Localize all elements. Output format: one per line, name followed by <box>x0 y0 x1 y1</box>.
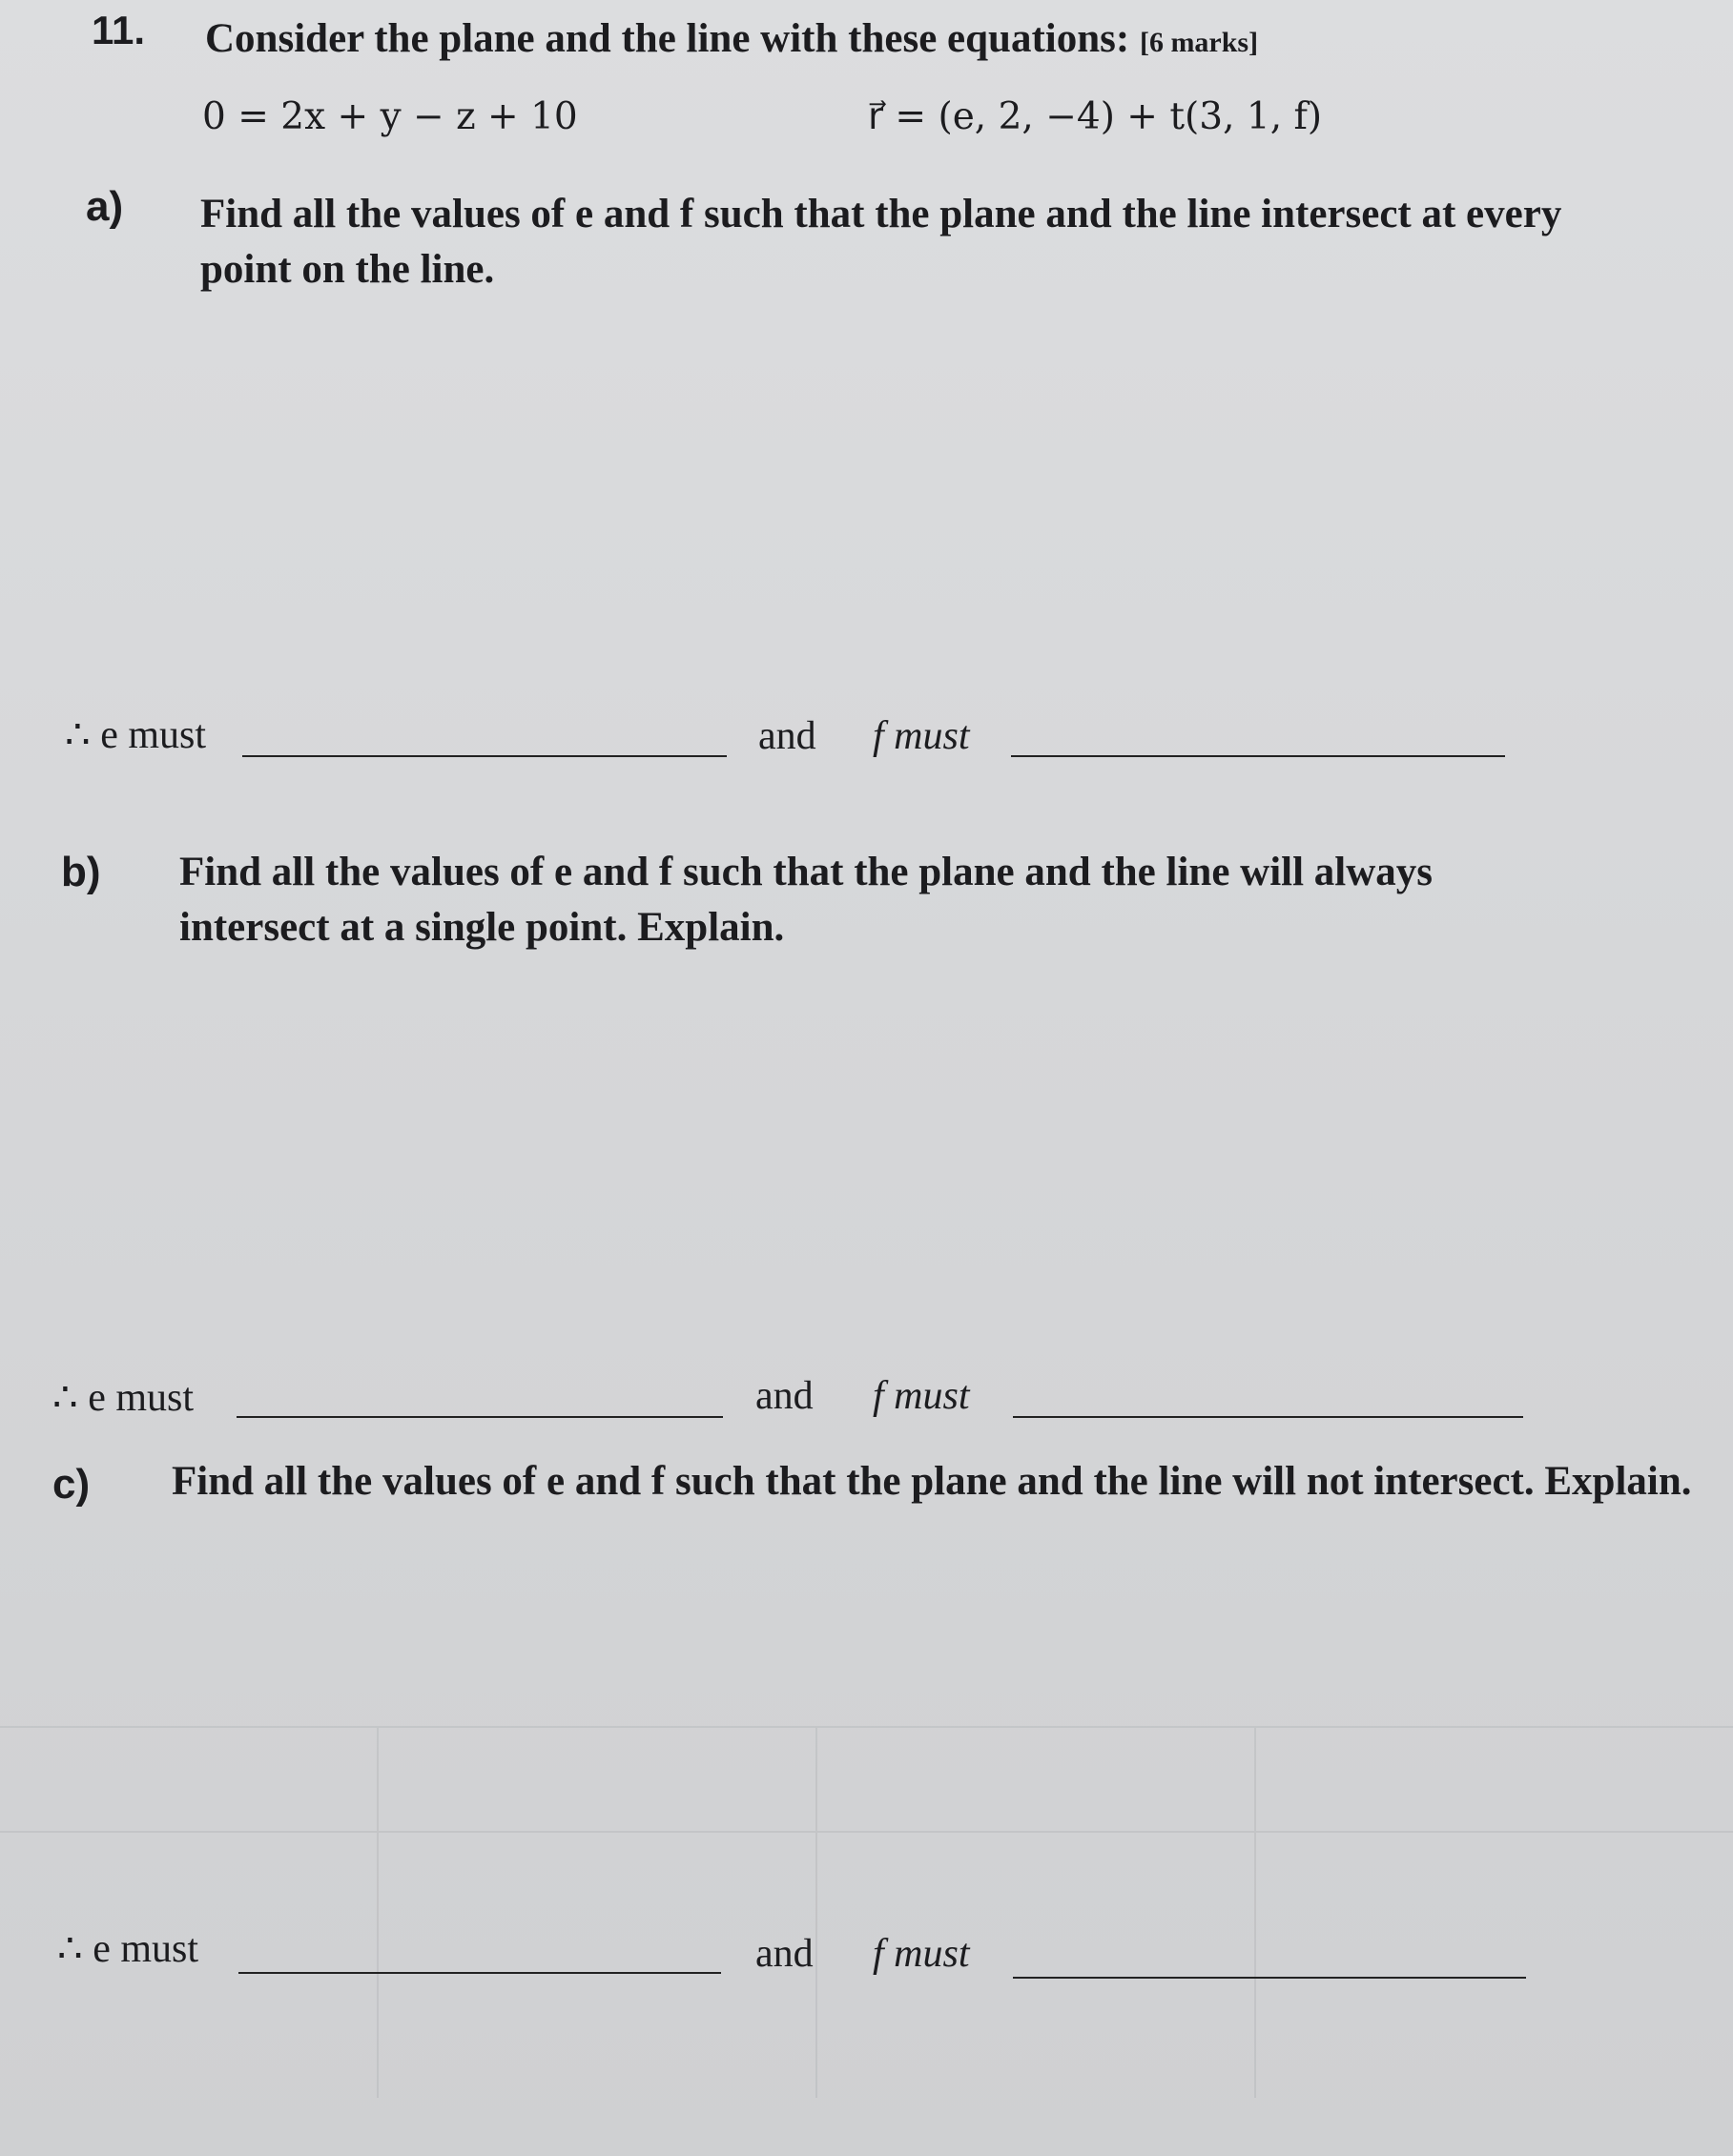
part-c-answer-e-label: ∴ e must <box>57 1927 199 1971</box>
question-number: 11. <box>92 8 146 52</box>
part-a-answer-f-label: f must <box>873 714 970 758</box>
part-b-answer-f-label: f must <box>873 1374 970 1418</box>
part-c-text: Find all the values of e and f such that the plane and the line will not intersect. Explain. <box>172 1459 1692 1504</box>
part-b-text: Find all the values of e and f such that the plane and the line will always intersect at a single point. Explain. <box>179 850 1434 950</box>
part-b-label: b) <box>61 849 101 895</box>
part-a-answer-e-label: ∴ e must <box>65 713 207 757</box>
part-a-text: Find all the values of e and f such that the plane and the line intersect at every point on the line. <box>200 192 1562 292</box>
part-b-answer-e-label: ∴ e must <box>52 1376 195 1420</box>
part-c-f-blank[interactable] <box>1013 1977 1526 1979</box>
part-b-f-blank[interactable] <box>1013 1416 1523 1418</box>
part-a-label: a) <box>86 183 124 230</box>
part-a-f-blank[interactable] <box>1011 755 1505 757</box>
part-a-e-blank[interactable] <box>242 755 727 757</box>
line-equation: r⃗ = (e, 2, −4) + t(3, 1, f) <box>868 95 1323 138</box>
part-c-label: c) <box>52 1461 91 1508</box>
question-prompt <box>205 15 1258 62</box>
question-text: Consider the plane and the line with these equations: <box>205 16 1130 61</box>
marks-badge: [6 marks] <box>1139 27 1259 58</box>
part-b-and-label: and <box>755 1374 814 1418</box>
show-through-table <box>0 1688 1733 2098</box>
part-c-and-label: and <box>755 1932 814 1976</box>
part-c-e-blank[interactable] <box>238 1972 721 1974</box>
plane-equation: 0 = 2x + y − z + 10 <box>202 95 578 138</box>
part-c-answer-f-label: f must <box>873 1932 970 1976</box>
part-b-e-blank[interactable] <box>237 1416 723 1418</box>
part-a-and-label: and <box>758 714 816 758</box>
